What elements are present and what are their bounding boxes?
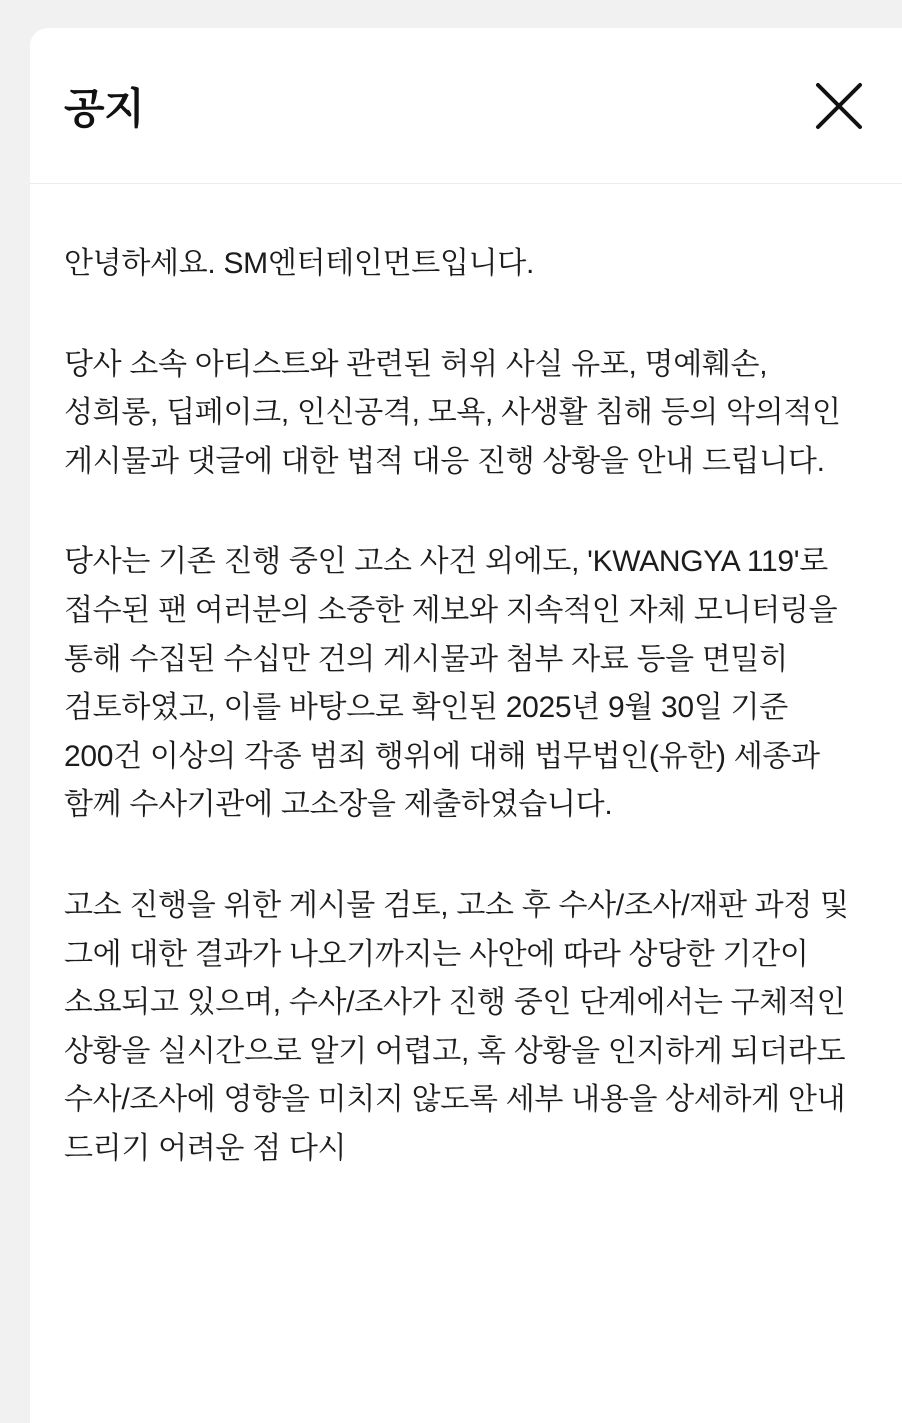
sheet-header	[30, 28, 902, 184]
notice-body	[30, 184, 902, 1214]
notice-paragraph: 당사 소속 아티스트와 관련된 허위 사실 유포, 명예훼손, 성희롱, 딥페이크, 인신공격, 모욕, 사생활 침해 등의 악의적인 게시물과 댓글에 대한 법적 대응 진행 상황을 안내 드립니다.	[64, 347, 849, 478]
notice-paragraph: 당사는 기존 진행 중인 고소 사건 외에도, 'KWANGYA 119'로 접수된 팬 여러분의 소중한 제보와 지속적인 자체 모니터링을 통해 수집된 수십만 건의 게시물과 첨부 자료 등을 면밀히 검토하였고, 이를 바탕으로 확인된 2025년 9월 30일 기준 200건 이상의 각종 범죄 행위에 대해 법무법인(유한) 세종과 함께 수사기관에 고소장을 제출하였습니다.	[64, 545, 846, 822]
page-title: 공지	[64, 84, 145, 132]
notice-sheet	[30, 28, 902, 1423]
close-icon	[812, 79, 866, 133]
close-button[interactable]	[804, 71, 874, 141]
notice-paragraph: 고소 진행을 위한 게시물 검토, 고소 후 수사/조사/재판 과정 및 그에 대한 결과가 나오기까지는 사안에 따라 상당한 기간이 소요되고 있으며, 수사/조사가 진행 중인 단계에서는 구체적인 상황을 실시간으로 알기 어렵고, 혹 상황을 인지하게 되더라도 수사/조사에 영향을 미치지 않도록 세부 내용을 상세하게 안내 드리기 어려운 점 다시	[64, 888, 857, 1165]
notice-paragraph: 안녕하세요. SM엔터테인먼트입니다.	[64, 247, 535, 280]
